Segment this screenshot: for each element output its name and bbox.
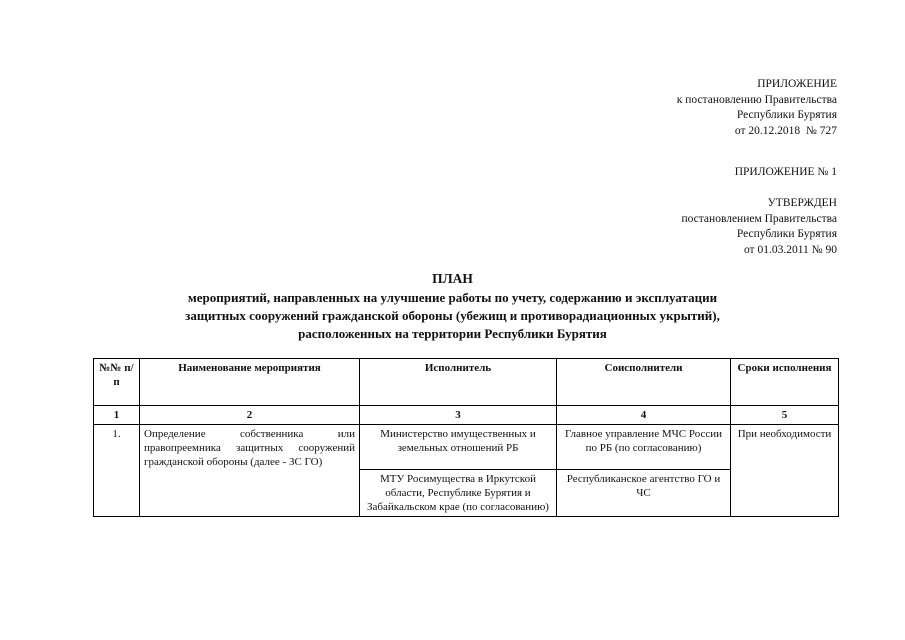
plan-subtitle-line-2: защитных сооружений гражданской обороны (убежищ и противорадиационных укрытий), — [185, 308, 720, 323]
header-coexecutors: Соисполнители — [557, 359, 731, 406]
row-deadline: При необходимости — [731, 425, 839, 517]
approved-line-2: Республики Бурятия — [736, 228, 837, 240]
plan-subtitle-line-3: расположенных на территории Республики Бурятия — [298, 326, 607, 341]
appendix-line-1: к постановлению Правительства — [676, 93, 837, 106]
appendix-line-3: от 20.12.2018 № 727 — [734, 124, 837, 137]
row-executor-2: МТУ Росимущества в Иркутской области, Республике Бурятия и Забайкальском крае (по согласованию) — [360, 470, 557, 517]
row-coexecutor-2: Республиканское агентство ГО и ЧС — [557, 470, 731, 517]
column-number-row — [94, 406, 839, 425]
appendix-block — [677, 77, 837, 139]
column-number: 4 — [557, 406, 731, 425]
plan-heading — [0, 270, 905, 343]
header-num: №№ п/п — [94, 359, 140, 406]
approved-line-1: постановлением Правительства — [681, 212, 837, 225]
plan-table — [93, 358, 839, 517]
header-name: Наименование мероприятия — [140, 359, 360, 406]
appendix-1-title: ПРИЛОЖЕНИЕ № 1 — [734, 166, 837, 178]
row-num: 1. — [94, 425, 140, 517]
row-executor-1: Министерство имущественных и земельных отношений РБ — [360, 425, 557, 470]
plan-title: ПЛАН — [432, 271, 473, 286]
header-deadline: Сроки исполнения — [731, 359, 839, 406]
column-number: 3 — [360, 406, 557, 425]
column-number: 1 — [94, 406, 140, 425]
row-name: Определение собственника или правопреемника защитных сооружений гражданской обороны (далее - ЗС ГО) — [140, 425, 360, 517]
approved-title: УТВЕРЖДЕН — [767, 197, 837, 209]
approved-line-3: от 01.03.2011 № 90 — [743, 243, 837, 256]
appendix-title: ПРИЛОЖЕНИЕ — [757, 78, 837, 90]
table-row — [94, 425, 839, 470]
approved-block — [681, 196, 837, 258]
appendix-line-2: Республики Бурятия — [736, 109, 837, 121]
row-coexecutor-1: Главное управление МЧС России по РБ (по согласованию) — [557, 425, 731, 470]
column-number: 5 — [731, 406, 839, 425]
appendix-1-block — [735, 165, 837, 181]
column-number: 2 — [140, 406, 360, 425]
table-header-row — [94, 359, 839, 406]
plan-subtitle-line-1: мероприятий, направленных на улучшение работы по учету, содержанию и эксплуатации — [187, 290, 718, 305]
header-executor: Исполнитель — [360, 359, 557, 406]
